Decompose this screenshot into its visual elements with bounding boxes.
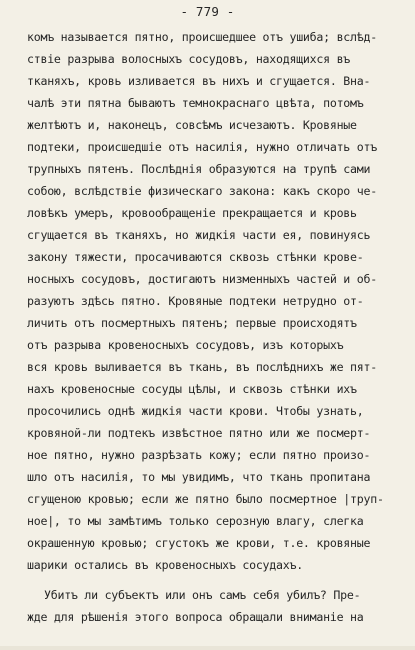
text-line: комъ называется пятно, происшедшее отъ ушиба; вслѣд- [27, 30, 377, 44]
text-line: собою, вслѣдствіе физическаго закона: какъ скоро че- [27, 184, 377, 198]
text-line: кровяной-ли подтекъ извѣстное пятно или же посмерт- [27, 426, 371, 440]
text-line: сгущеною кровью; если же пятно было посмертное |труп- [27, 492, 384, 506]
text-line: ное пятно, нужно разрѣзать кожу; если пятно произо- [27, 448, 371, 462]
text-line: тканяхъ, кровь изливается въ нихъ и сгущается. Вна- [27, 74, 371, 88]
paragraph-2 [27, 584, 405, 628]
text-line: окрашенную кровью; сгустокъ же крови, т.е. кровяные [27, 536, 371, 550]
text-line: просочились однѣ жидкія части крови. Чтобы узнать, [27, 404, 364, 418]
page-number: - 779 - [180, 4, 235, 19]
text-line: отъ разрыва кровеносныхъ сосудовъ, изъ которыхъ [27, 338, 344, 352]
paragraph-gap [27, 576, 405, 584]
text-line: сгущается въ тканяхъ, но жидкія части ея, повинуясь [27, 228, 371, 242]
text-line: личить отъ посмертныхъ пятенъ; первые происходятъ [27, 316, 357, 330]
text-line: желтѣютъ и, наконецъ, совсѣмъ исчезаютъ. Кровяные [27, 118, 357, 132]
text-line: закону тяжести, просачиваются сквозь стѣнки крове- [27, 250, 364, 264]
text-line: шло отъ насилія, то мы увидимъ, что ткань пропитана [27, 470, 371, 484]
text-line: жде для рѣшенія этого вопроса обращали вниманіе на [27, 610, 364, 624]
text-line: ное|, то мы замѣтимъ только серозную влагу, слегка [27, 514, 364, 528]
paragraph-1 [27, 26, 405, 576]
text-line: подтеки, происшедшіе отъ насилія, нужно отличать отъ [27, 140, 377, 154]
text-line: ствіе разрыва волосныхъ сосудовъ, находящихся въ [27, 52, 351, 66]
text-line: разуютъ здѣсь пятно. Кровяные подтеки нетрудно от- [27, 294, 364, 308]
text-line: нахъ кровеносные сосуды цѣлы, и сквозь стѣнки ихъ [27, 382, 357, 396]
text-line: Убитъ ли субъектъ или онъ самъ себя убилъ? Пре- [44, 588, 361, 602]
body-text [27, 26, 405, 628]
text-line: ловѣкъ умеръ, кровообращеніе прекращается и кровь [27, 206, 357, 220]
text-line: шарики остались въ кровеносныхъ сосудахъ. [27, 558, 303, 572]
text-line: трупныхъ пятенъ. Послѣднія образуются на трупѣ сами [27, 162, 371, 176]
text-line: носныхъ сосудовъ, достигаютъ низменныхъ частей и об- [27, 272, 377, 286]
page-edge [0, 646, 415, 650]
text-line: чалѣ эти пятна бываютъ темнокраснаго цвѣта, потомъ [27, 96, 364, 110]
text-line: вся кровь выливается въ ткань, въ послѣднихъ же пят- [27, 360, 377, 374]
